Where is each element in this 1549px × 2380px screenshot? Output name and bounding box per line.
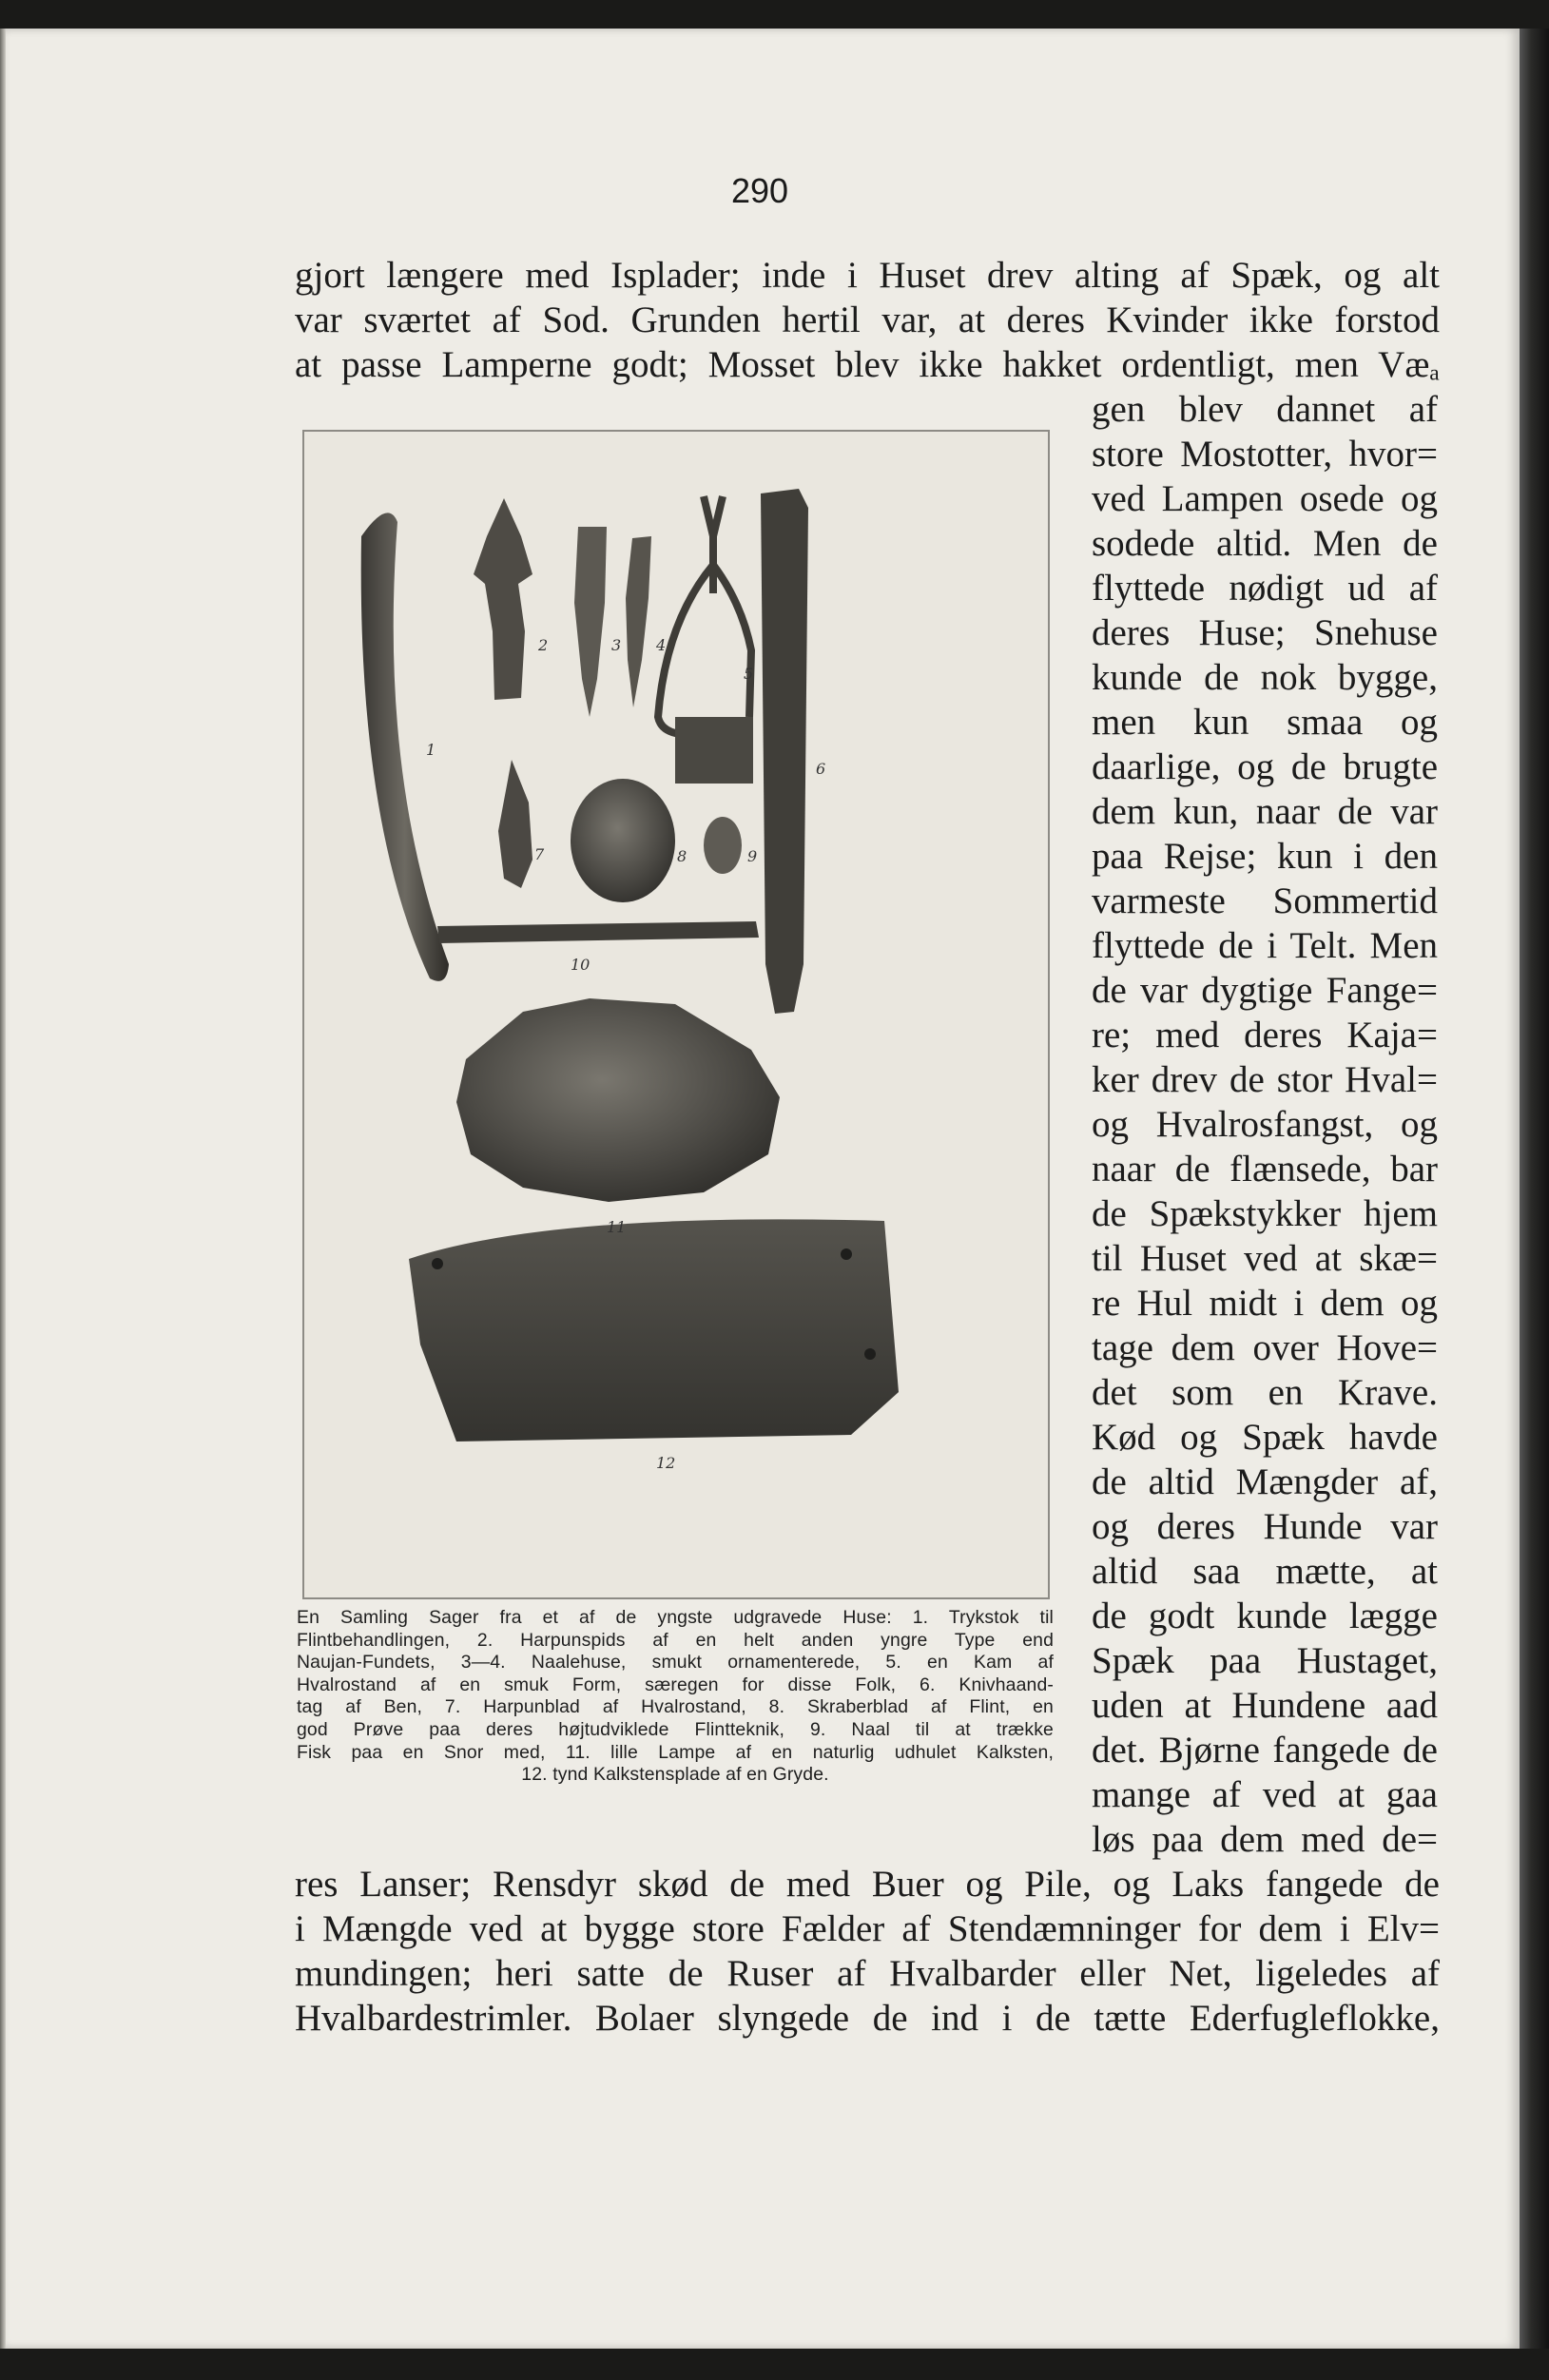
side-line: deres Huse; Snehuse (1092, 612, 1438, 653)
side-line: sodede altid. Men de (1092, 523, 1438, 564)
caption-line: Hvalrostand af en smuk Form, særegen for disse Folk, 6. Knivhaand- (297, 1674, 1054, 1695)
caption-line: Fisk paa en Snor med, 11. lille Lampe af en naturlig udhulet Kalksten, (297, 1741, 1054, 1763)
body-line-top-1: gjort længere med Isplader; inde i Huset drev alting af Spæk, og alt (295, 255, 1440, 296)
side-line: det som en Krave. (1092, 1372, 1438, 1413)
caption-line: tag af Ben, 7. Harpunblad af Hvalrostand, 8. Skraberblad af Flint, en (297, 1696, 1054, 1718)
figure-label-5: 5 (744, 665, 754, 683)
side-line: det. Bjørne fangede de (1092, 1730, 1438, 1770)
side-line: de godt kunde lægge (1092, 1596, 1438, 1636)
side-line: til Huset ved at skæ= (1092, 1238, 1438, 1279)
caption-line: god Prøve paa deres højtudviklede Flintteknik, 9. Naal til at trække (297, 1718, 1054, 1740)
side-line: de altid Mængder af, (1092, 1461, 1438, 1502)
side-line: store Mostotter, hvor= (1092, 434, 1438, 474)
side-line: de Spækstykker hjem (1092, 1193, 1438, 1234)
artifact-5-comb-teeth (675, 717, 753, 784)
side-line: uden at Hundene aad (1092, 1685, 1438, 1726)
figure-label-8: 8 (677, 847, 687, 865)
caption-line: 12. tynd Kalkstensplade af en Gryde. (521, 1764, 829, 1786)
side-line: flyttede nødigt ud af (1092, 568, 1438, 609)
side-line: ker drev de stor Hval= (1092, 1059, 1438, 1100)
side-line: varmeste Sommertid (1092, 880, 1438, 921)
side-line: og deres Hunde var (1092, 1506, 1438, 1547)
figure-label-4: 4 (656, 636, 667, 654)
side-line: flyttede de i Telt. Men (1092, 925, 1438, 966)
artifact-2-harpoon-head (474, 498, 532, 700)
body-line-bottom-3: mundingen; heri satte de Ruser af Hvalbarder eller Net, ligeledes af (295, 1953, 1440, 1994)
side-line: paa Rejse; kun i den (1092, 836, 1438, 877)
figure-label-9: 9 (747, 847, 758, 865)
figure-label-10: 10 (571, 956, 591, 974)
side-line: løs paa dem med de= (1092, 1819, 1438, 1860)
artifact-7-harpoon-blade (498, 760, 532, 888)
caption-line: Flintbehandlingen, 2. Harpunspids af en helt anden yngre Type end (297, 1629, 1054, 1651)
caption-line: En Samling Sager fra et af de yngste udgravede Huse: 1. Trykstok til (297, 1607, 1054, 1628)
side-line: ved Lampen osede og (1092, 478, 1438, 519)
figure-label-12: 12 (656, 1454, 676, 1472)
artifact-5-comb (658, 496, 754, 734)
side-line: Kød og Spæk havde (1092, 1417, 1438, 1458)
figure-label-3: 3 (611, 636, 622, 654)
book-binding-edge (1520, 29, 1549, 2349)
artifact-photograph (302, 430, 1050, 1599)
artifact-3-needle-case (574, 527, 607, 717)
artifact-4-needle-case (626, 536, 651, 707)
side-line: gen blev dannet af (1092, 389, 1438, 430)
side-line: men kun smaa og (1092, 702, 1438, 743)
body-line-bottom-4: Hvalbardestrimler. Bolaer slyngede de ind i de tætte Ederfugleflokke, (295, 1998, 1440, 2039)
body-line-top-3: at passe Lamperne godt; Mosset blev ikke hakket ordentligt, men Væₐ (295, 344, 1440, 385)
figure-label-11: 11 (607, 1218, 627, 1236)
side-line: og Hvalrosfangst, og (1092, 1104, 1438, 1145)
side-line: Spæk paa Hustaget, (1092, 1640, 1438, 1681)
artifact-12-slab (409, 1219, 899, 1442)
side-line: mange af ved at gaa (1092, 1774, 1438, 1815)
side-line: kunde de nok bygge, (1092, 657, 1438, 698)
side-line: re Hul midt i dem og (1092, 1283, 1438, 1324)
artifact-11-lamp (456, 998, 780, 1202)
side-line: naar de flænsede, bar (1092, 1149, 1438, 1190)
body-line-top-2: var sværtet af Sod. Grunden hertil var, at deres Kvinder ikke forstod (295, 300, 1440, 340)
caption-line: Naujan-Fundets, 3—4. Naalehuse, smukt ornamenterede, 5. en Kam af (297, 1652, 1054, 1674)
figure-label-7: 7 (534, 845, 545, 863)
figure-caption (297, 1607, 1054, 1787)
body-line-bottom-2: i Mængde ved at bygge store Fælder af Stendæmninger for dem i Elv= (295, 1908, 1440, 1949)
figure-label-6: 6 (816, 760, 826, 778)
side-line: daarlige, og de brugte (1092, 746, 1438, 787)
artifact-8-scraper (571, 779, 675, 902)
page-left-edge (0, 29, 6, 2349)
side-line: tage dem over Hove= (1092, 1327, 1438, 1368)
side-line: altid saa mætte, at (1092, 1551, 1438, 1592)
side-line: dem kun, naar de var (1092, 791, 1438, 832)
side-line: re; med deres Kaja= (1092, 1015, 1438, 1055)
body-line-bottom-1: res Lanser; Rensdyr skød de med Buer og Pile, og Laks fangede de (295, 1864, 1440, 1905)
artifact-6-knife-handle (761, 489, 808, 1014)
figure-label-2: 2 (538, 636, 549, 654)
figure-label-1: 1 (426, 741, 436, 759)
artifact-9-needle (704, 817, 742, 874)
artifact-10-rod (437, 921, 759, 943)
page-number: 290 (730, 171, 789, 210)
side-line: de var dygtige Fange= (1092, 970, 1438, 1011)
